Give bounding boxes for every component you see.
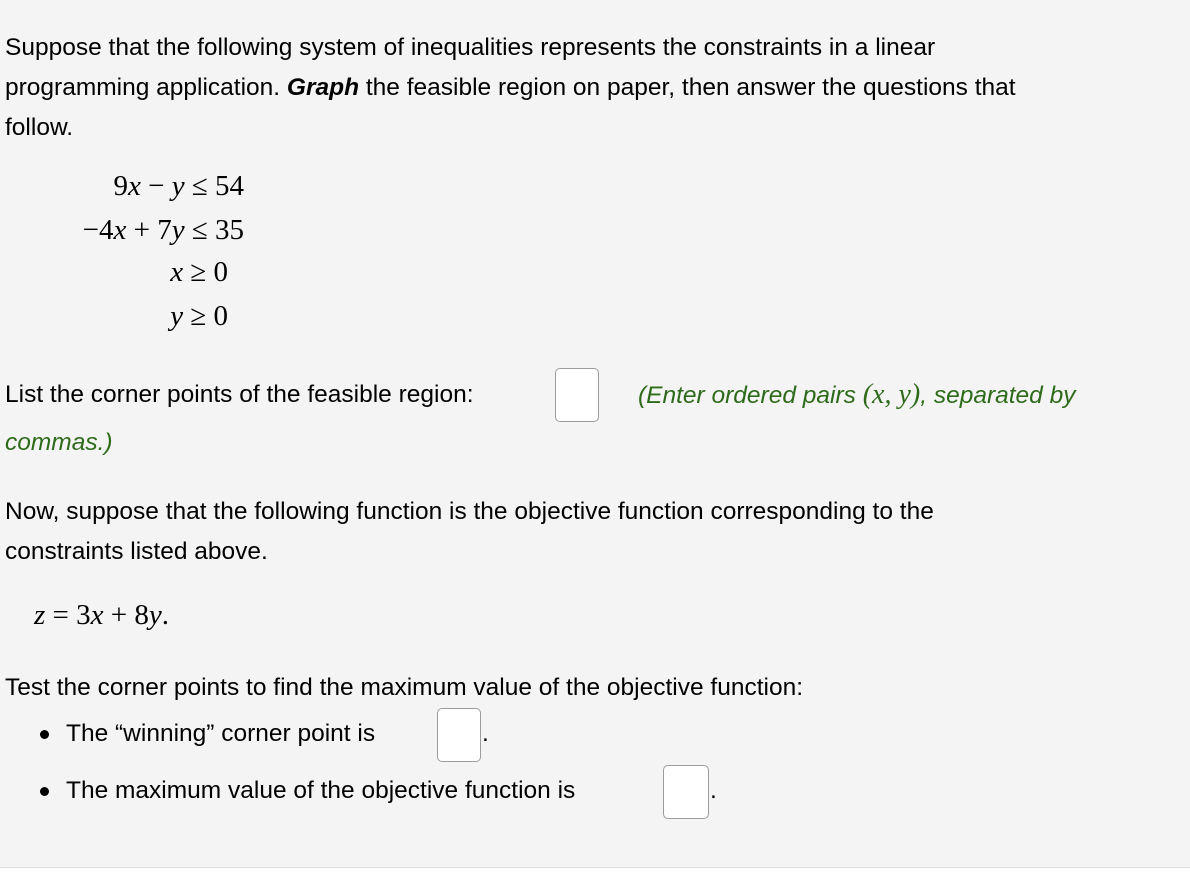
constraint-4	[0, 300, 228, 333]
obj-end: .	[161, 599, 170, 631]
c1-var-x: x	[127, 170, 141, 202]
c2-coef2: 7	[157, 214, 172, 246]
c2-op: +	[126, 214, 158, 246]
c1-rhs: 54	[215, 170, 244, 202]
winning-corner-text: The “winning” corner point is	[66, 720, 376, 747]
objective-intro-line-2: constraints listed above.	[5, 538, 268, 565]
bullet-dot-2	[40, 787, 49, 796]
intro-text-a: programming application.	[5, 74, 287, 101]
c3-var: x	[170, 256, 184, 288]
corner-hint	[638, 375, 1075, 416]
obj-y: y	[148, 599, 162, 631]
graph-emphasis: Graph	[286, 74, 360, 101]
obj-plus: +	[103, 599, 135, 631]
max-value-text: The maximum value of the objective function is	[66, 777, 576, 804]
c1-op: −	[140, 170, 172, 202]
c2-rhs: 35	[215, 214, 244, 246]
c2-rel: ≤	[184, 214, 215, 246]
intro-line-3: follow.	[5, 114, 74, 141]
c4-var: y	[170, 300, 184, 332]
c3-rel: ≥	[183, 256, 214, 288]
constraint-3	[0, 256, 228, 289]
corner-hint-line-2: commas.)	[5, 429, 113, 456]
c3-rhs: 0	[213, 256, 228, 288]
corner-points-input[interactable]	[555, 368, 599, 422]
winning-corner-period: .	[482, 720, 489, 747]
max-value-input[interactable]	[663, 765, 709, 819]
obj-eq: =	[45, 599, 77, 631]
c2-coef: −4	[82, 214, 114, 246]
max-value-period: .	[710, 777, 717, 804]
corner-hint-a: (Enter ordered pairs	[638, 382, 863, 409]
constraint-1	[4, 170, 244, 203]
obj-c1: 3	[76, 599, 91, 631]
objective-intro-line-1: Now, suppose that the following function is the objective function corresponding to the	[5, 498, 934, 525]
c2-var-x: x	[113, 214, 127, 246]
bullet-dot-1	[40, 730, 49, 739]
corner-hint-math: (x, y)	[862, 379, 921, 410]
c1-coef: 9	[113, 170, 128, 202]
c4-rhs: 0	[213, 300, 228, 332]
corner-hint-b: , separated by	[920, 382, 1076, 409]
intro-line-1: Suppose that the following system of inequalities represents the constraints in a linear	[5, 34, 936, 61]
corner-points-label: List the corner points of the feasible region:	[5, 381, 474, 408]
constraint-2	[4, 214, 244, 247]
test-prompt: Test the corner points to find the maximum value of the objective function:	[5, 674, 804, 701]
obj-c2: 8	[134, 599, 149, 631]
intro-text-b: the feasible region on paper, then answer the questions that	[359, 74, 1016, 101]
obj-z: z	[34, 599, 46, 631]
obj-x: x	[90, 599, 104, 631]
objective-function	[34, 599, 169, 632]
c4-rel: ≥	[183, 300, 214, 332]
c2-var-y: y	[171, 214, 185, 246]
c1-var-y: y	[171, 170, 185, 202]
c1-rel: ≤	[184, 170, 215, 202]
intro-line-2	[5, 68, 1016, 108]
winning-corner-input[interactable]	[437, 708, 481, 762]
